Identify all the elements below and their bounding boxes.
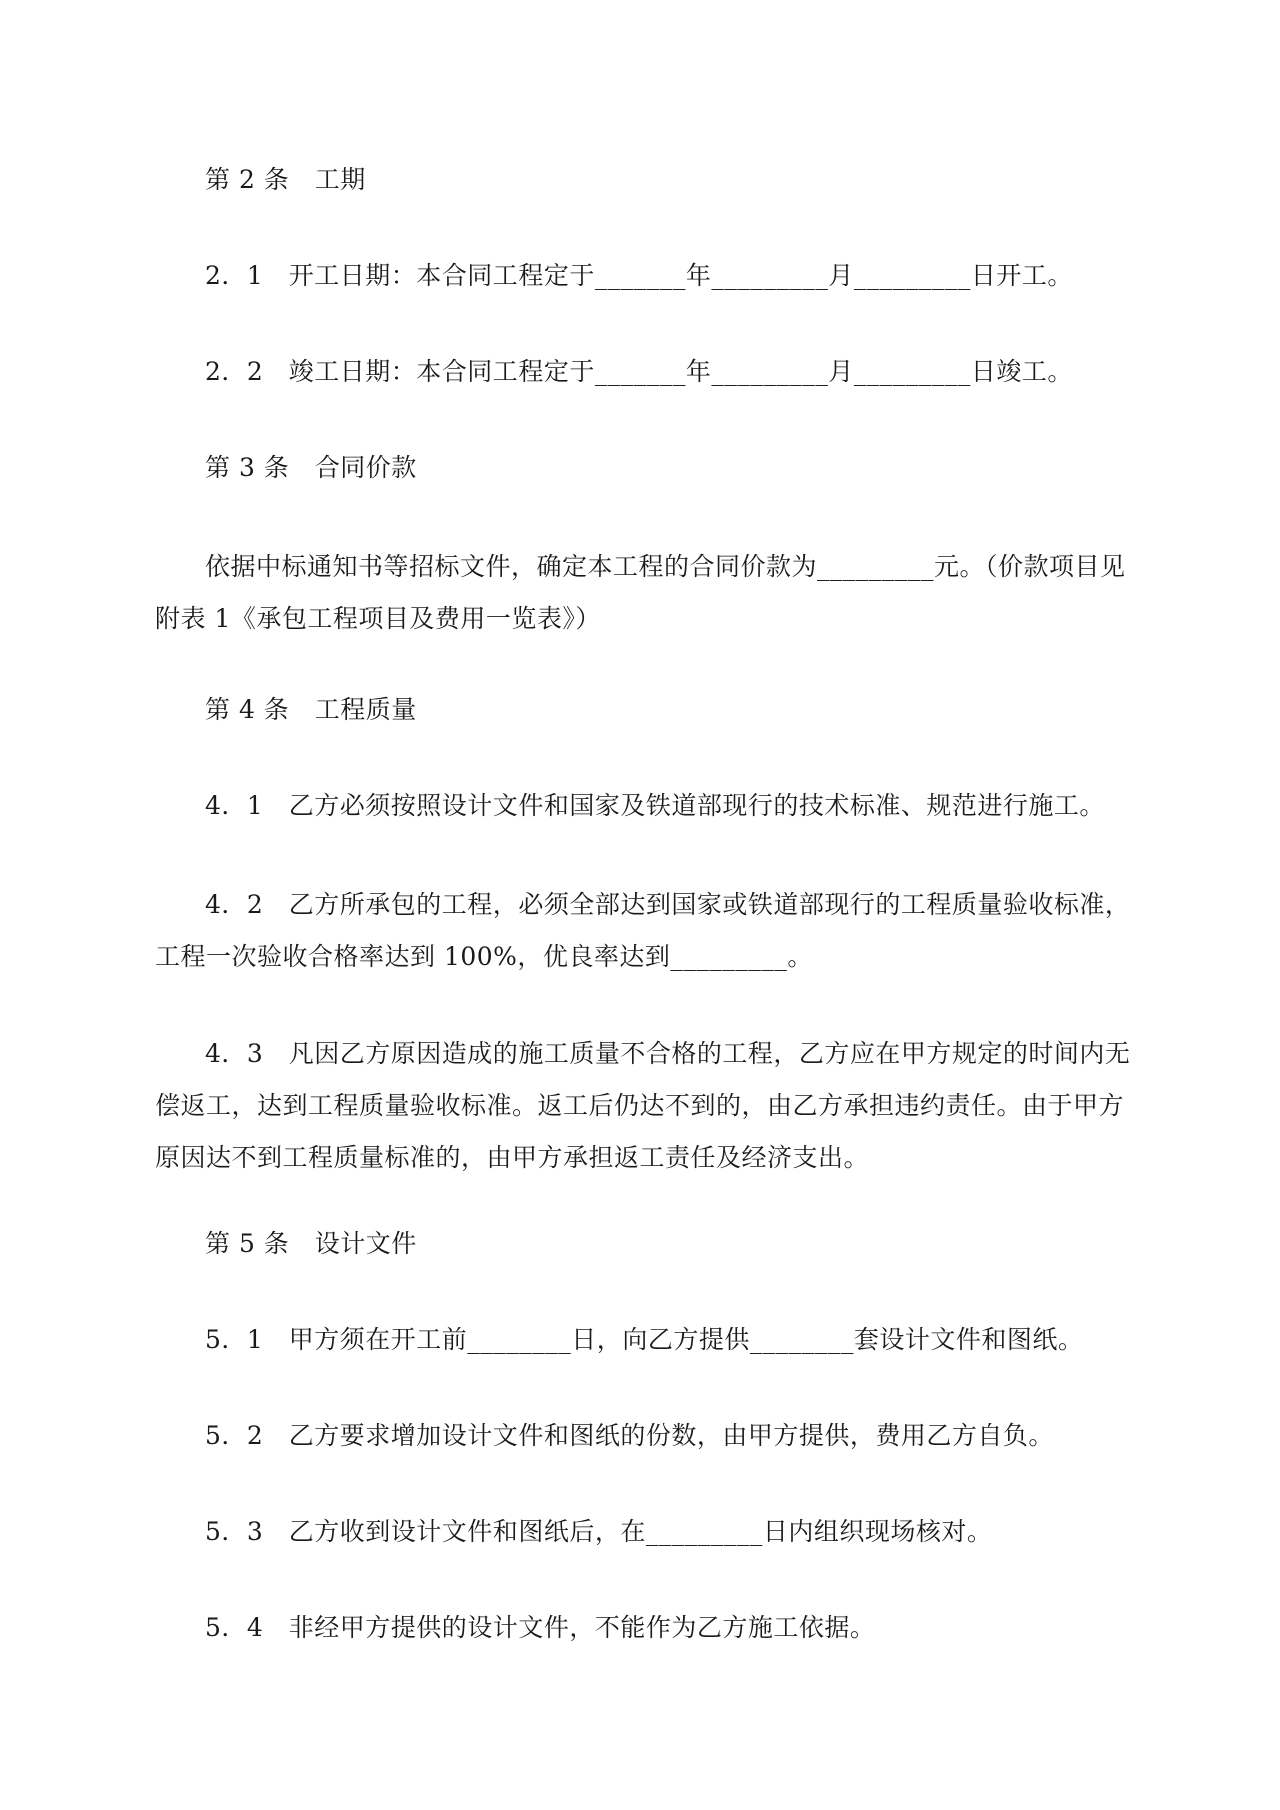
clause-2-2: 2．2 竣工日期：本合同工程定于_______年_________月_________日竣工。 (205, 357, 1073, 386)
clause-4-3: 4．3 凡因乙方原因造成的施工质量不合格的工程，乙方应在甲方规定的时间内无偿返工，达到工程质量验收标准。返工后仍达不到的，由乙方承担违约责任。由于甲方原因达不到工程质量标准的，由甲方承担返工责任及经济支出。 (155, 1039, 1131, 1172)
article-3-heading: 第 3 条 合同价款 (205, 453, 417, 482)
article-3-paragraph: 依据中标通知书等招标文件，确定本工程的合同价款为_________元。（价款项目见附表 1《承包工程项目及费用一览表》） (155, 552, 1126, 633)
clause-5-4: 5．4 非经甲方提供的设计文件，不能作为乙方施工依据。 (205, 1613, 876, 1642)
clause-4-1: 4．1 乙方必须按照设计文件和国家及铁道部现行的技术标准、规范进行施工。 (205, 791, 1105, 820)
article-2-heading: 第 2 条 工期 (205, 165, 366, 194)
article-5-heading: 第 5 条 设计文件 (205, 1229, 417, 1258)
clause-2-1: 2．1 开工日期：本合同工程定于_______年_________月_________日开工。 (205, 261, 1073, 290)
clause-4-2: 4．2 乙方所承包的工程，必须全部达到国家或铁道部现行的工程质量验收标准，工程一次验收合格率达到 100%，优良率达到_________。 (155, 890, 1131, 971)
clause-5-3: 5．3 乙方收到设计文件和图纸后，在_________日内组织现场核对。 (205, 1517, 993, 1546)
clause-5-2: 5．2 乙方要求增加设计文件和图纸的份数，由甲方提供，费用乙方自负。 (205, 1421, 1054, 1450)
article-4-heading: 第 4 条 工程质量 (205, 695, 417, 724)
clause-5-1: 5．1 甲方须在开工前________日，向乙方提供________套设计文件和图纸。 (205, 1325, 1084, 1354)
